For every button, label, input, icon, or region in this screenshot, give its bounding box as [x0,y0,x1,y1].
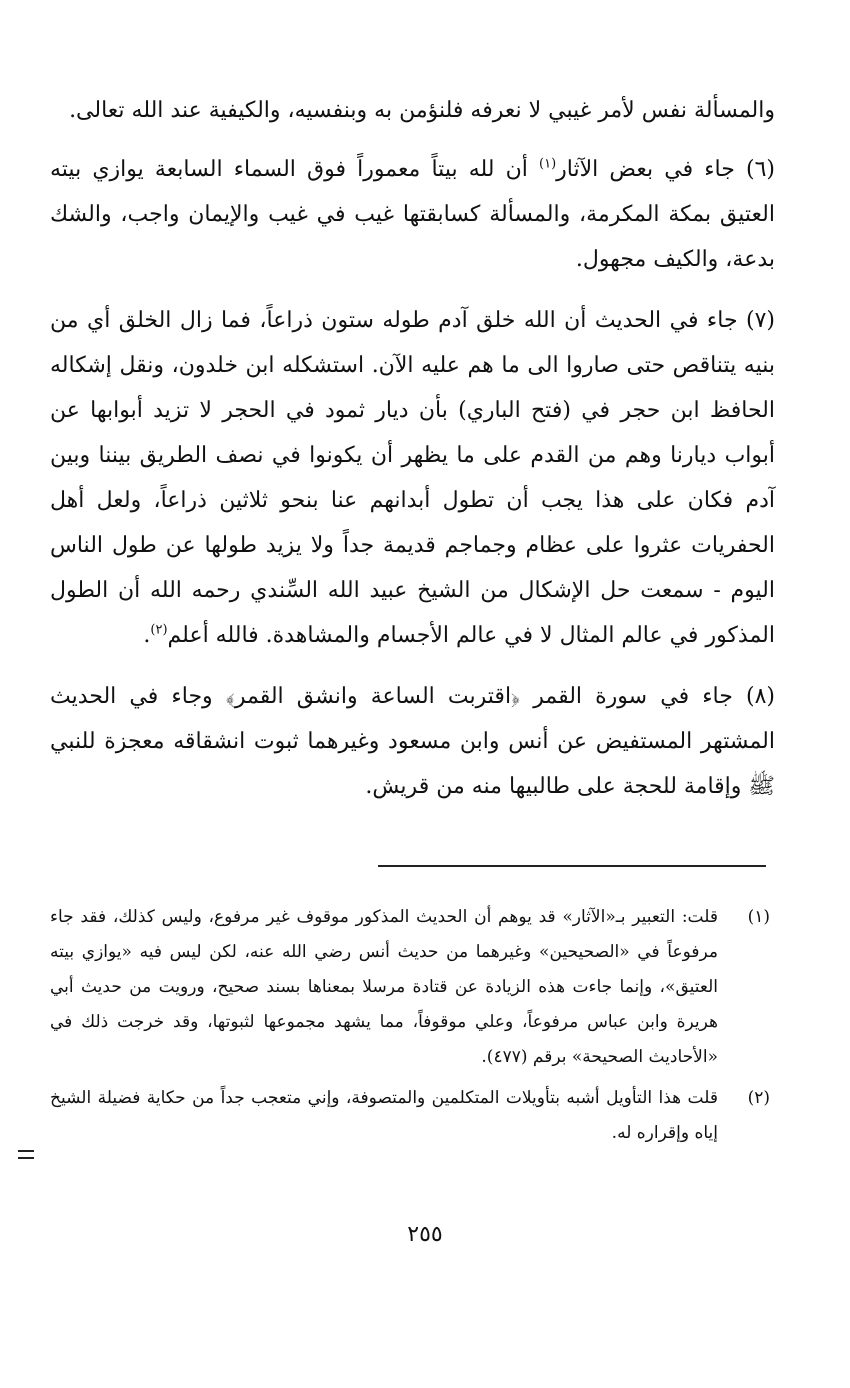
paragraph-6-text-end: أن لله بيتاً معموراً فوق السماء السابعة يوازي بيته العتيق بمكة المكرمة، والمسألة كسابقتها غيب في غيب والإيمان واجب، والشك بدعة، والكيف مجهول. [50,157,775,272]
footnote-1-number: (١) [747,907,770,927]
paragraph-8 [50,674,775,809]
footnote-1-text: قلت: التعبير بـ«الآثار» قد يوهم أن الحديث المذكور موقوف غير مرفوع، وليس كذلك، فقد جاء مرفوعاً في «الصحيحين» وغيرهما من حديث أنس رضي الله عنه، لكن ليس فيه «يوازي بيته العتيق»، وإنما جاءت هذه الزيادة عن قتادة مرسلا بمعناها بسند صحيح، ورويت من حديث أبي هريرة وابن عباس مرفوعاً، وعلي موقوفاً، مما يشهد مجموعها لثبوتها، وقد خرجت ذلك في «الأحاديث الصحيحة» برقم (٤٧٧). [50,907,718,1067]
footnotes [50,900,770,1157]
footnote-separator [378,865,766,867]
paragraph-7 [50,298,775,658]
main-text [50,88,775,825]
footnote-1 [50,900,770,1075]
paragraph-7-text-start: (٧) جاء في الحديث أن الله خلق آدم طوله ستون ذراعاً، فما زال الخلق أي من بنيه يتناقص حتى صاروا الى ما هم عليه الآن. استشكله ابن خلدون، ونقل إشكاله الحافظ ابن حجر في (فتح الباري) بأن ديار ثمود في الحجر لا تزيد أبوابها عن أبواب ديارنا وهم من القدم على ما يظهر أن يكونوا في نصف الطريق بيننا وبين آدم فكان على هذا يجب أن تطول أبدانهم عنا بنحو ثلاثين ذراعاً، ولعل أهل الحفريات عثروا على عظام وجماجم قديمة جداً ولا يزيد طولها عن طول الناس اليوم - سمعت حل الإشكال من الشيخ عبيد الله السِّندي رحمه الله أن الطول المذكور في عالم المثال لا في عالم الأجسام والمشاهدة. فالله أعلم [50,308,775,648]
footnote-2-text: قلت هذا التأويل أشبه بتأويلات المتكلمين والمتصوفة، وإني متعجب جداً من حكاية فضيلة الشيخ إياه وإقراره له. [50,1088,718,1143]
footnote-2-number: (٢) [747,1088,770,1108]
margin-mark [18,1150,36,1162]
paragraph-8-text: (٨) جاء في سورة القمر ﴿اقتربت الساعة وانشق القمر﴾ وجاء في الحديث المشتهر المستفيض عن أنس وابن مسعود وغيرهما ثبوت انشقاقه معجزة للنبي ﷺ وإقامة للحجة على طالبيها منه من قريش. [50,684,775,799]
paragraph-6 [50,147,775,282]
page-number: ٢٥٥ [407,1222,443,1247]
paragraph-intro [50,88,775,133]
footnote-ref-1[interactable]: (١) [539,156,557,172]
paragraph-7-text-end: . [143,623,151,648]
paragraph-6-text-start: (٦) جاء في بعض الآثار [556,157,775,182]
footnote-2 [50,1081,770,1151]
footnote-ref-2[interactable]: (٢) [150,622,168,638]
paragraph-intro-text: والمسألة نفس لأمر غيبي لا نعرفه فلنؤمن به وبنفسيه، والكيفية عند الله تعالى. [69,98,775,123]
